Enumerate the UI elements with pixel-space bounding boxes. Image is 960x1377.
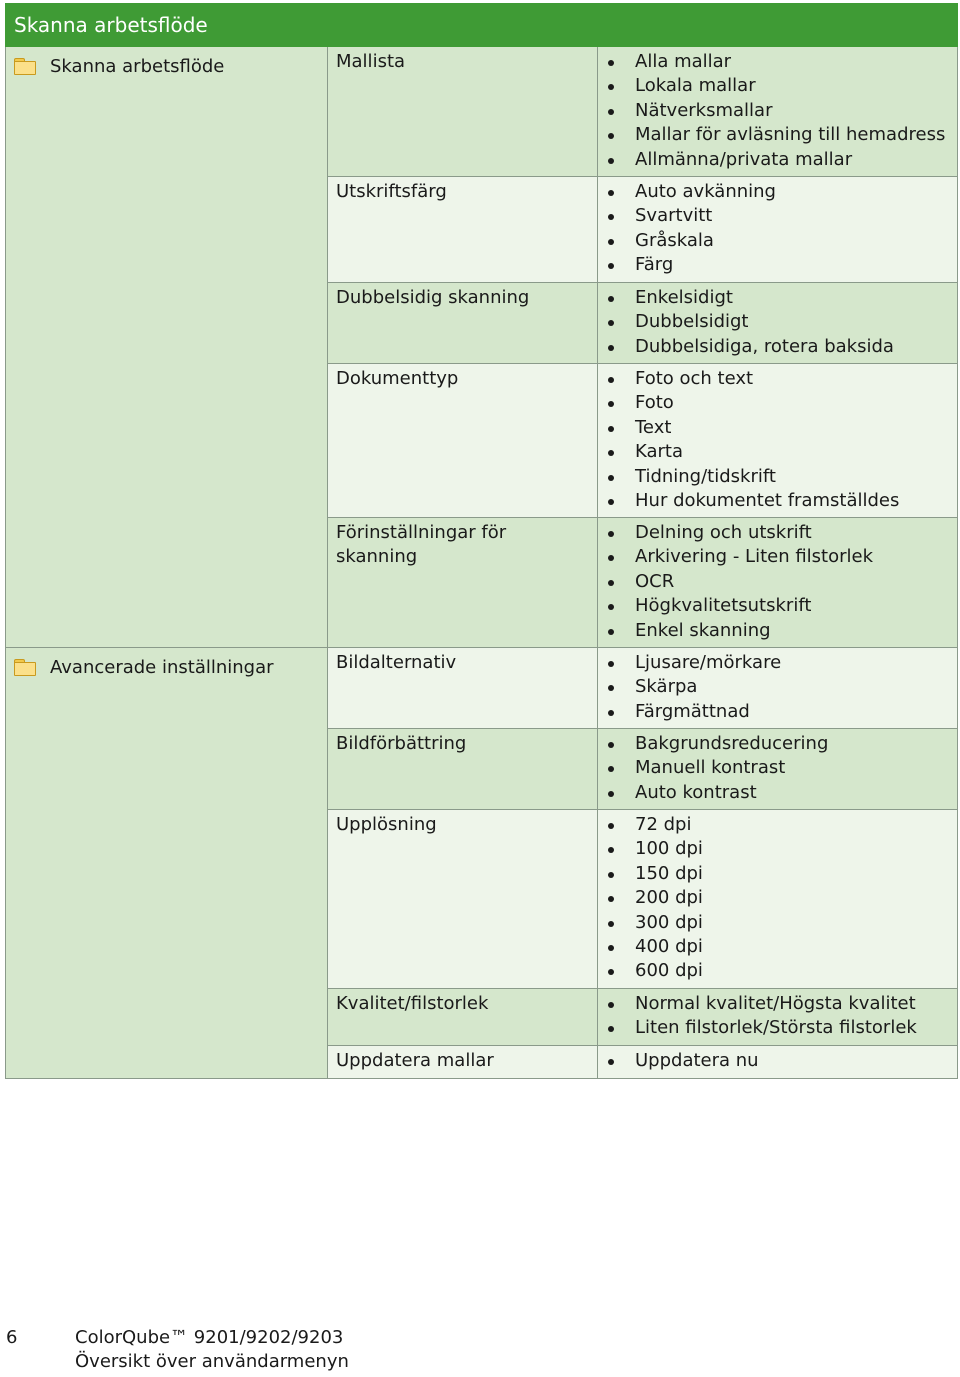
setting-cell xyxy=(328,1046,598,1079)
setting-label: Förinställningar för skanning xyxy=(336,522,507,567)
setting-cell xyxy=(328,47,598,177)
setting-cell xyxy=(328,729,598,810)
menu-group-cell xyxy=(6,648,328,1079)
options-cell xyxy=(598,364,958,518)
options-list xyxy=(598,989,957,1044)
option-item: Dubbelsidigt xyxy=(598,310,957,334)
options-list xyxy=(598,648,957,727)
options-cell xyxy=(598,810,958,989)
option-item: Dubbelsidiga, rotera baksida xyxy=(598,335,957,359)
options-list xyxy=(598,810,957,987)
options-list xyxy=(598,1046,957,1076)
options-cell xyxy=(598,729,958,810)
option-item: Bakgrundsreducering xyxy=(598,732,957,756)
setting-cell xyxy=(328,177,598,283)
option-item: 150 dpi xyxy=(598,862,957,886)
options-cell xyxy=(598,177,958,283)
options-cell xyxy=(598,648,958,729)
setting-label: Mallista xyxy=(336,51,406,72)
setting-cell xyxy=(328,810,598,989)
option-item: Liten filstorlek/Största filstorlek xyxy=(598,1016,957,1040)
menu-group-label: Avancerade inställningar xyxy=(50,656,274,678)
option-item: Nätverksmallar xyxy=(598,99,957,123)
menu-group-cell xyxy=(6,47,328,648)
folder-icon xyxy=(14,58,36,74)
option-item: Högkvalitetsutskrift xyxy=(598,594,957,618)
options-cell xyxy=(598,47,958,177)
option-item: Text xyxy=(598,416,957,440)
setting-cell xyxy=(328,283,598,364)
options-list xyxy=(598,364,957,516)
setting-cell xyxy=(328,989,598,1046)
options-list xyxy=(598,177,957,281)
option-item: Färgmättnad xyxy=(598,700,957,724)
options-list xyxy=(598,283,957,362)
options-cell xyxy=(598,518,958,648)
option-item: Alla mallar xyxy=(598,50,957,74)
setting-label: Kvalitet/filstorlek xyxy=(336,993,489,1014)
table-row xyxy=(6,648,958,729)
option-item: 300 dpi xyxy=(598,911,957,935)
option-item: Foto xyxy=(598,391,957,415)
footer-product-name: ColorQube™ 9201/9202/9203 xyxy=(75,1327,344,1348)
option-item: Karta xyxy=(598,440,957,464)
option-item: 200 dpi xyxy=(598,886,957,910)
option-item: Delning och utskrift xyxy=(598,521,957,545)
setting-label: Upplösning xyxy=(336,814,437,835)
page-number: 6 xyxy=(6,1327,18,1348)
option-item: 400 dpi xyxy=(598,935,957,959)
options-list xyxy=(598,518,957,646)
setting-label: Bildalternativ xyxy=(336,652,457,673)
menu-group xyxy=(6,648,327,686)
option-item: Mallar för avläsning till hemadress xyxy=(598,123,957,147)
footer-section-title: Översikt över användarmenyn xyxy=(75,1351,349,1372)
folder-icon xyxy=(14,659,36,675)
option-item: Uppdatera nu xyxy=(598,1049,957,1073)
option-item: Skärpa xyxy=(598,675,957,699)
option-item: Svartvitt xyxy=(598,204,957,228)
option-item: Auto avkänning xyxy=(598,180,957,204)
option-item: Enkel skanning xyxy=(598,619,957,643)
option-item: Färg xyxy=(598,253,957,277)
menu-overview-table xyxy=(5,3,958,1079)
option-item: 600 dpi xyxy=(598,959,957,983)
option-item: Ljusare/mörkare xyxy=(598,651,957,675)
setting-label: Uppdatera mallar xyxy=(336,1050,494,1071)
setting-label: Bildförbättring xyxy=(336,733,467,754)
option-item: Allmänna/privata mallar xyxy=(598,148,957,172)
setting-label: Dokumenttyp xyxy=(336,368,459,389)
option-item: Foto och text xyxy=(598,367,957,391)
option-item: 72 dpi xyxy=(598,813,957,837)
option-item: Auto kontrast xyxy=(598,781,957,805)
options-cell xyxy=(598,989,958,1046)
options-list xyxy=(598,729,957,808)
option-item: Hur dokumentet framställdes xyxy=(598,489,957,513)
setting-cell xyxy=(328,364,598,518)
options-list xyxy=(598,47,957,175)
options-cell xyxy=(598,283,958,364)
option-item: Gråskala xyxy=(598,229,957,253)
setting-label: Dubbelsidig skanning xyxy=(336,287,530,308)
option-item: Tidning/tidskrift xyxy=(598,465,957,489)
option-item: Normal kvalitet/Högsta kvalitet xyxy=(598,992,957,1016)
option-item: 100 dpi xyxy=(598,837,957,861)
option-item: Lokala mallar xyxy=(598,74,957,98)
setting-cell xyxy=(328,648,598,729)
options-cell xyxy=(598,1046,958,1079)
menu-group xyxy=(6,47,327,85)
setting-label: Utskriftsfärg xyxy=(336,181,447,202)
option-item: Manuell kontrast xyxy=(598,756,957,780)
option-item: Enkelsidigt xyxy=(598,286,957,310)
option-item: OCR xyxy=(598,570,957,594)
menu-group-label: Skanna arbetsflöde xyxy=(50,55,225,77)
table-header: Skanna arbetsflöde xyxy=(6,4,958,47)
table-row xyxy=(6,47,958,177)
option-item: Arkivering - Liten filstorlek xyxy=(598,545,957,569)
setting-cell xyxy=(328,518,598,648)
